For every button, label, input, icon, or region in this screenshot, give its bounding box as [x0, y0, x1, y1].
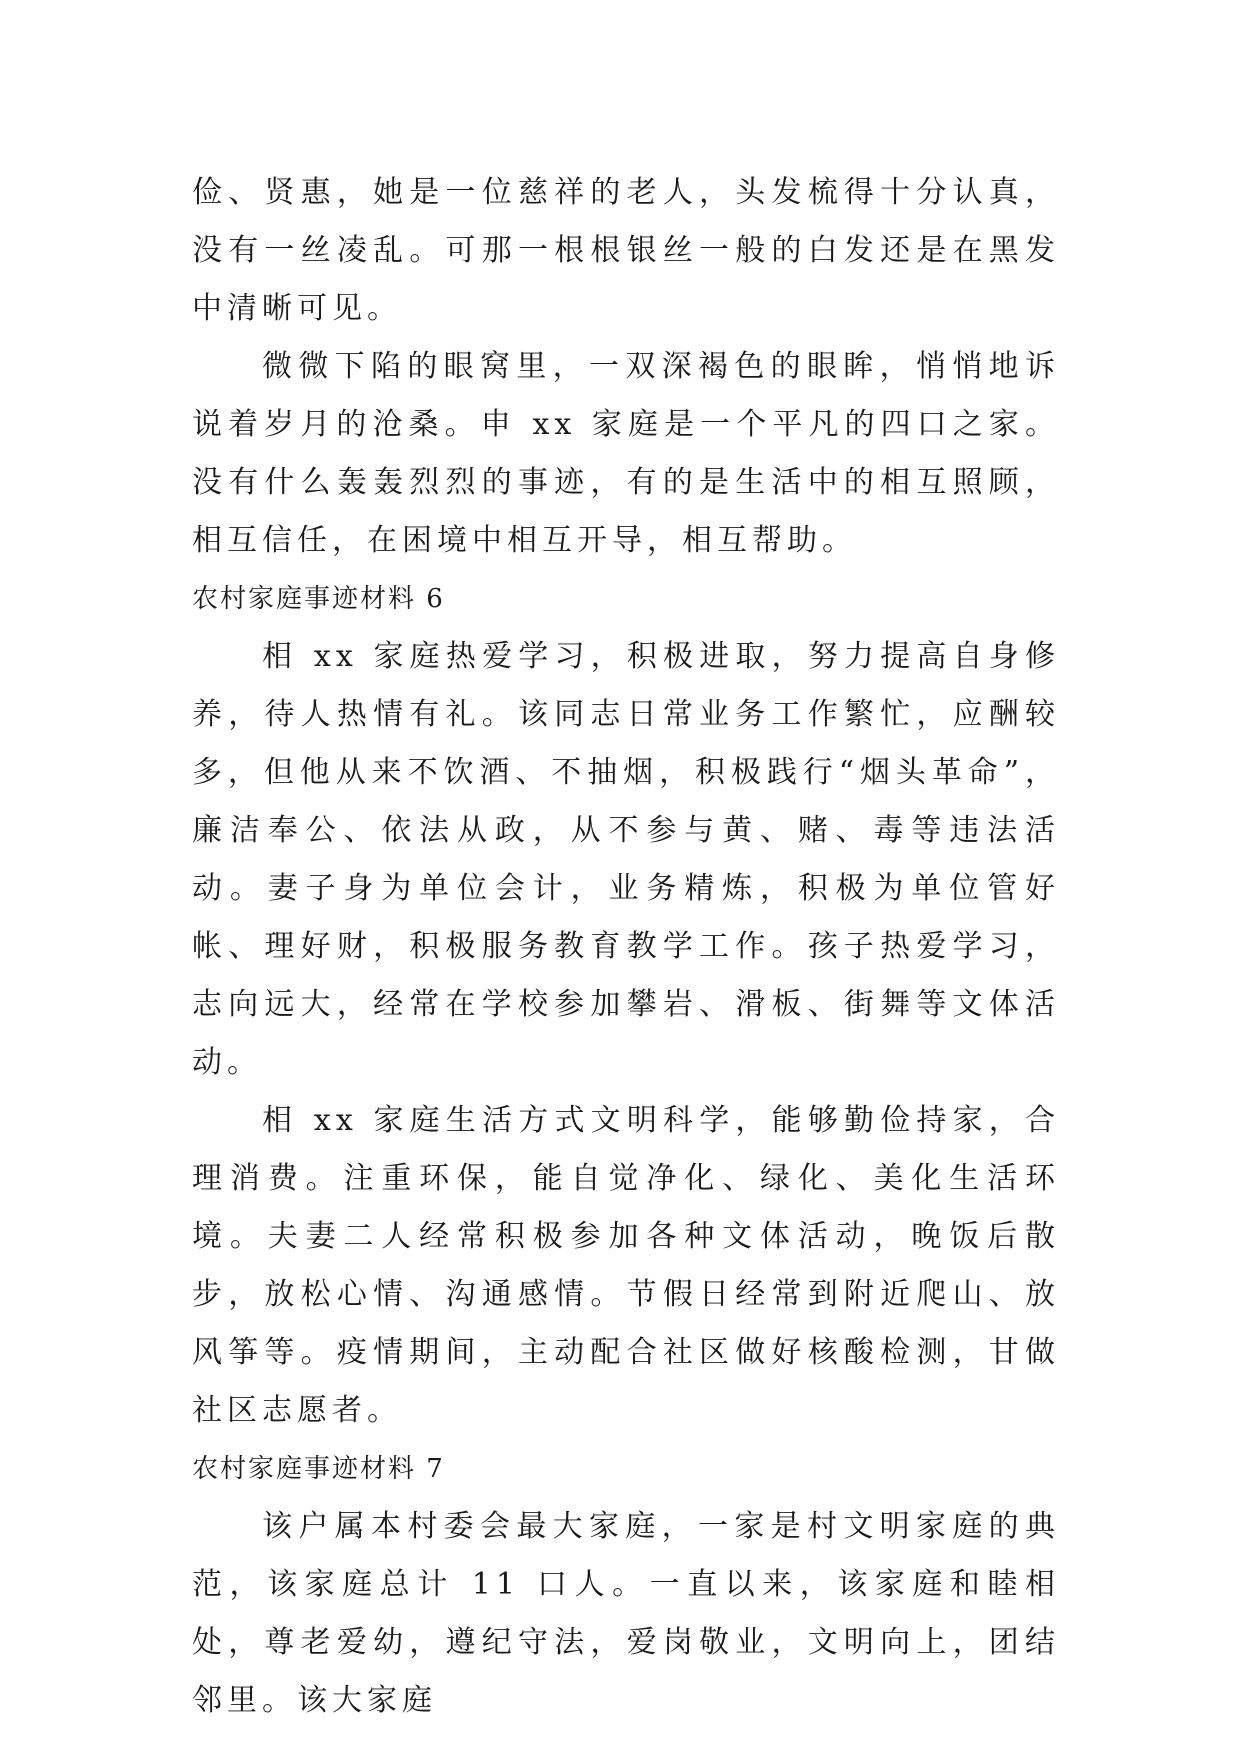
paragraph: 该户属本村委会最大家庭，一家是村文明家庭的典范，该家庭总计 11 口人。一直以来，该家庭和睦相处，尊老爱幼，遵纪守法，爱岗敬业，文明向上，团结邻里。该大家庭 [192, 1509, 1060, 1718]
section-heading: 农村家庭事迹材料 7 [192, 1454, 445, 1484]
paragraph-continued: 俭、贤惠，她是一位慈祥的老人，头发梳得十分认真，没有一丝凌乱。可那一根根银丝一般的白发还是在黑发中清晰可见。 [192, 175, 1060, 326]
paragraph: 相 xx 家庭生活方式文明科学，能够勤俭持家，合理消费。注重环保，能自觉净化、绿化、美化生活环境。夫妻二人经常积极参加各种文体活动，晚饭后散步，放松心情、沟通感情。节假日经常到附近爬山、放风筝等。疫情期间，主动配合社区做好核酸检测，甘做社区志愿者。 [192, 1103, 1060, 1428]
section-heading: 农村家庭事迹材料 6 [192, 584, 445, 614]
document-body [192, 164, 1060, 1730]
paragraph: 微微下陷的眼窝里，一双深褐色的眼眸，悄悄地诉说着岁月的沧桑。申 xx 家庭是一个平凡的四口之家。没有什么轰轰烈烈的事迹，有的是生活中的相互照顾，相互信任，在困境中相互开导，相互帮助。 [192, 349, 1060, 558]
paragraph: 相 xx 家庭热爱学习，积极进取，努力提高自身修养，待人热情有礼。该同志日常业务工作繁忙，应酬较多，但他从来不饮酒、不抽烟，积极践行“烟头革命”，廉洁奉公、依法从政，从不参与黄、赌、毒等违法活动。妻子身为单位会计，业务精炼，积极为单位管好帐、理好财，积极服务教育教学工作。孩子热爱学习，志向远大，经常在学校参加攀岩、滑板、街舞等文体活动。 [192, 639, 1060, 1080]
